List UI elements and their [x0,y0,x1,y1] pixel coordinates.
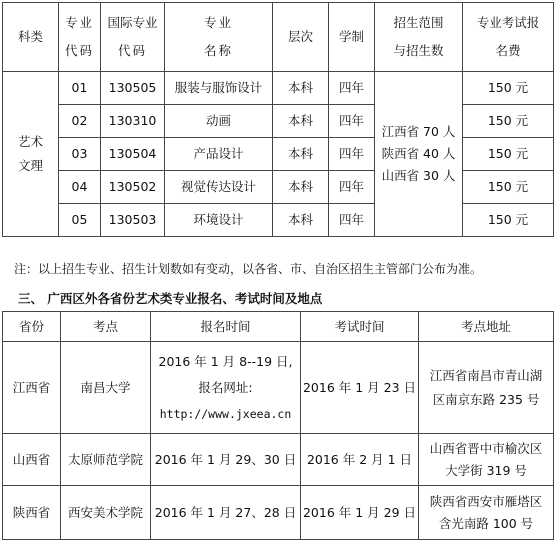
header-registration-time: 报名时间 [151,312,301,342]
table-row [3,434,554,486]
major-code: 03 [59,138,101,171]
province: 陕西省 [3,486,61,540]
duration: 四年 [329,72,375,105]
duration: 四年 [329,204,375,237]
major-name: 产品设计 [165,138,273,171]
header-fee-line2: 名费 [495,43,521,58]
province: 山西省 [3,434,61,486]
intl-code: 130505 [101,72,165,105]
table-row [3,105,554,138]
majors-header-row [3,3,554,72]
category-line2: 文理 [17,158,43,173]
header-fee-line1: 专业考试报 [476,15,540,30]
table-row [3,486,554,540]
header-intl-code [101,3,165,72]
category-line1: 艺术 [17,134,43,149]
major-code: 05 [59,204,101,237]
header-major-name [165,3,273,72]
fee: 150 元 [463,138,554,171]
major-name: 服装与服饰设计 [165,72,273,105]
header-address: 考点地址 [419,312,554,342]
exam-schedule-table [2,311,554,540]
address-line2: 含光南路 100 号 [438,515,534,531]
intl-code: 130503 [101,204,165,237]
intl-code: 130502 [101,171,165,204]
major-code: 02 [59,105,101,138]
header-category: 科类 [3,3,59,72]
exam-address [419,486,554,540]
major-name: 动画 [165,105,273,138]
address-line1: 山西省晋中市榆次区 [429,440,543,456]
fee: 150 元 [463,204,554,237]
level: 本科 [273,171,329,204]
header-intl-code-line2: 代码 [117,43,147,58]
majors-table [2,2,554,237]
header-major-code-line1: 专业 [64,15,94,30]
fee: 150 元 [463,72,554,105]
province: 江西省 [3,342,61,434]
duration: 四年 [329,105,375,138]
header-site: 考点 [61,312,151,342]
address-line2: 区南京东路 235 号 [432,391,540,407]
exam-site: 太原师范学院 [61,434,151,486]
exam-time: 2016 年 1 月 23 日 [301,342,419,434]
table-row [3,171,554,204]
header-quota-line2: 与招生数 [393,43,444,58]
header-level: 层次 [273,3,329,72]
registration-time: 2016 年 1 月 27、28 日 [151,486,301,540]
header-duration: 学制 [329,3,375,72]
level: 本科 [273,72,329,105]
header-major-code [59,3,101,72]
table-row [3,72,554,105]
registration-url[interactable]: http://www.jxeea.cn [159,406,292,421]
header-exam-time: 考试时间 [301,312,419,342]
header-intl-code-line1: 国际专业 [107,15,158,30]
exam-site: 南昌大学 [61,342,151,434]
registration-time [151,342,301,434]
address-line2: 大学街 319 号 [445,462,527,478]
registration-time: 2016 年 1 月 29、30 日 [151,434,301,486]
intl-code: 130310 [101,105,165,138]
quota-shaanxi: 陕西省 40 人 [381,146,456,161]
table-row [3,342,554,434]
header-quota-line1: 招生范围 [393,15,444,30]
table-row [3,138,554,171]
address-line1: 江西省南昌市青山湖 [429,367,543,383]
section-title: 三、 广西区外各省份艺术类专业报名、考试时间及地点 [18,291,323,306]
major-name: 视觉传达设计 [165,171,273,204]
level: 本科 [273,105,329,138]
header-major-name-line2: 名称 [203,43,233,58]
quota-shanxi: 山西省 30 人 [381,168,456,183]
exam-address [419,342,554,434]
registration-url-label: 报名网址: [198,379,253,395]
fee: 150 元 [463,171,554,204]
header-quota [375,3,463,72]
duration: 四年 [329,138,375,171]
level: 本科 [273,204,329,237]
quota-cell [375,72,463,237]
level: 本科 [273,138,329,171]
table-row [3,204,554,237]
intl-code: 130504 [101,138,165,171]
header-major-code-line2: 代码 [64,43,94,58]
duration: 四年 [329,171,375,204]
header-province: 省份 [3,312,61,342]
schedule-header-row [3,312,554,342]
header-major-name-line1: 专业 [203,15,233,30]
address-line1: 陕西省西安市雁塔区 [429,493,543,509]
major-name: 环境设计 [165,204,273,237]
major-code: 01 [59,72,101,105]
exam-address [419,434,554,486]
registration-dates: 2016 年 1 月 8--19 日, [158,353,293,369]
quota-jiangxi: 江西省 70 人 [381,124,456,139]
exam-time: 2016 年 1 月 29 日 [301,486,419,540]
exam-time: 2016 年 2 月 1 日 [301,434,419,486]
category-cell [3,72,59,237]
note-text: 注：以上招生专业、招生计划数如有变动，以各省、市、自治区招生主管部门公布为准。 [14,262,483,276]
exam-site: 西安美术学院 [61,486,151,540]
fee: 150 元 [463,105,554,138]
major-code: 04 [59,171,101,204]
header-fee [463,3,554,72]
